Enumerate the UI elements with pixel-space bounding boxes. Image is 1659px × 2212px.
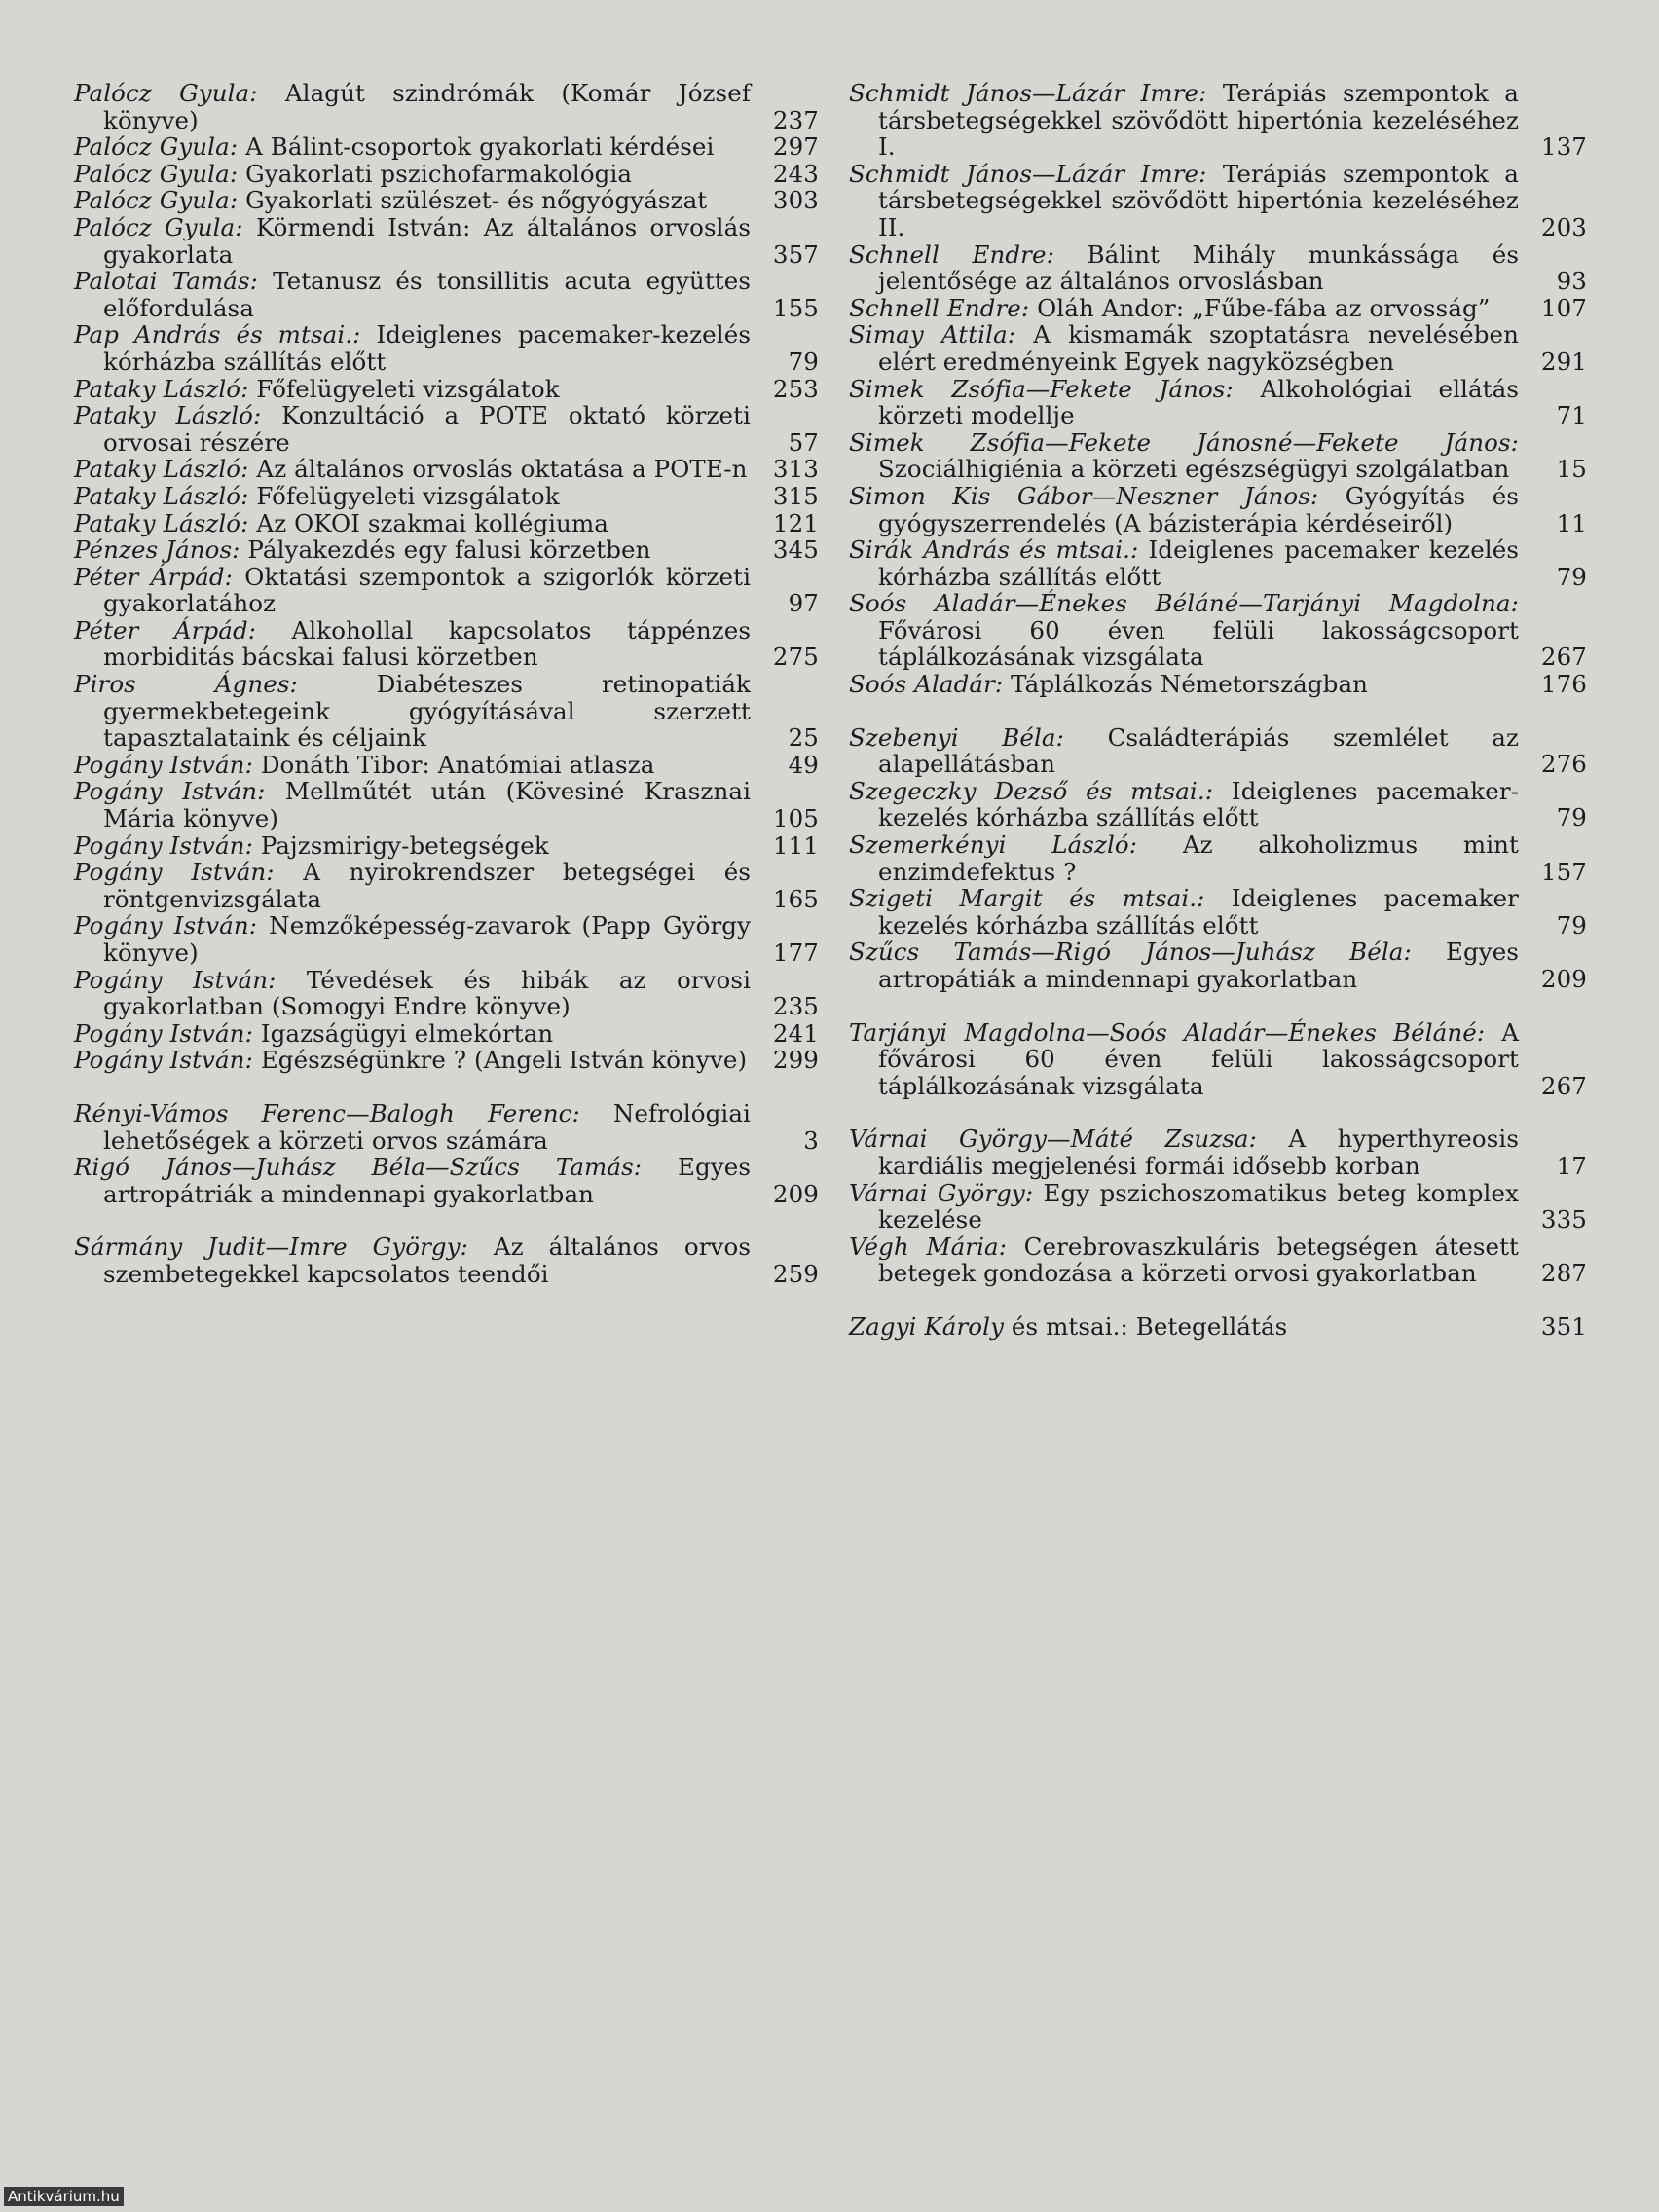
- index-entry: [849, 241, 1587, 295]
- entry-author: Simek Zsófia—Fekete János:: [849, 374, 1234, 403]
- entry-page-number: 15: [1540, 456, 1587, 483]
- index-entry: [74, 1100, 819, 1154]
- index-entry: [74, 1047, 819, 1074]
- entry-page-number: 335: [1533, 1206, 1587, 1234]
- entry-title: A kismamák szoptatásra nevelésében elért eredményeink Egyek nagyközségben: [878, 320, 1520, 376]
- index-entry: [849, 671, 1587, 698]
- entry-title: Körmendi István: Az általános orvoslás gyakorlata: [103, 212, 751, 269]
- entry-page-number: 291: [1533, 349, 1587, 376]
- index-entry: [849, 483, 1587, 536]
- entry-title: Főfelügyeleti vizsgálatok: [256, 374, 560, 403]
- entry-author: Soós Aladár—Énekes Béláné—Tarjányi Magdolna:: [849, 589, 1519, 618]
- entry-page-number: 299: [765, 1047, 819, 1074]
- entry-title: Egy pszichoszomatikus beteg komplex kezelése: [878, 1178, 1519, 1235]
- entry-author: Palócz Gyula:: [74, 186, 239, 215]
- entry-author: Soós Aladár:: [849, 670, 1004, 699]
- index-entry: [74, 187, 819, 214]
- entry-page-number: 253: [765, 376, 819, 403]
- entry-author: Pataky László:: [74, 481, 249, 510]
- entry-title: Alkohológiai ellátás körzeti modellje: [878, 374, 1519, 430]
- entry-author: Szebenyi Béla:: [849, 722, 1064, 752]
- entry-author: Sirák András és mtsai.:: [849, 535, 1139, 565]
- index-entry: [849, 831, 1587, 885]
- entry-page-number: 49: [772, 752, 819, 779]
- entry-page-number: 111: [765, 832, 819, 860]
- index-entry: [849, 80, 1587, 161]
- index-entry: [849, 295, 1587, 322]
- index-entry: [849, 939, 1587, 992]
- entry-author: Palotai Tamás:: [74, 267, 258, 296]
- entry-page-number: 345: [765, 536, 819, 564]
- entry-title: Főfelügyeleti vizsgálatok: [256, 481, 560, 510]
- index-entry: [849, 1313, 1587, 1341]
- entry-title: Az általános orvos szembetegekkel kapcsolatos teendői: [103, 1233, 751, 1288]
- entry-author: Pataky László:: [74, 374, 249, 403]
- entry-page-number: 97: [772, 590, 819, 617]
- entry-author: Szigeti Margit és mtsai.:: [849, 884, 1205, 913]
- index-entry: [74, 536, 819, 564]
- entry-page-number: 275: [765, 644, 819, 671]
- entry-author: Pénzes János:: [74, 535, 240, 565]
- entry-title: Az OKOI szakmai kollégiuma: [256, 508, 608, 537]
- entry-title: Konzultáció a POTE oktató körzeti orvosai részére: [103, 401, 751, 457]
- entry-page-number: 79: [1540, 912, 1587, 940]
- entry-title: A fővárosi 60 éven felüli lakosságcsoport táplálkozásának vizsgálata: [878, 1017, 1520, 1100]
- entry-title: Terápiás szempontok a társbetegségekkel szövődött hipertónia kezeléséhez II.: [878, 159, 1520, 241]
- entry-title: Fővárosi 60 éven felüli lakosságcsoport táplálkozásának vizsgálata: [878, 615, 1519, 672]
- index-entry: [74, 1154, 819, 1207]
- index-entry: [849, 1125, 1587, 1179]
- index-entry: [849, 590, 1587, 671]
- watermark: Antikvárium.hu: [4, 2187, 124, 2206]
- index-column-left: [74, 80, 819, 1288]
- entry-author: Pogány István:: [74, 777, 266, 806]
- entry-title: Diabéteszes retinopatiák gyermekbetegeink gyógyításával szerzett tapasztalataink és céljaink: [103, 670, 752, 753]
- entry-author: Rigó János—Juhász Béla—Szűcs Tamás:: [74, 1153, 643, 1182]
- entry-page-number: 297: [765, 133, 819, 161]
- index-entry: [74, 564, 819, 617]
- entry-page-number: 267: [1533, 644, 1587, 671]
- entry-page-number: 137: [1533, 133, 1587, 161]
- entry-page-number: 259: [765, 1261, 819, 1288]
- entry-author: Pap András és mtsai.:: [74, 320, 361, 350]
- entry-page-number: 235: [765, 993, 819, 1020]
- index-entry: [849, 1180, 1587, 1234]
- entry-author: Piros Ágnes:: [74, 670, 298, 699]
- index-entry: [74, 161, 819, 188]
- index-entry: [849, 1019, 1587, 1100]
- entry-page-number: 243: [765, 161, 819, 188]
- index-entry: [74, 402, 819, 456]
- entry-author: Szegeczky Dezső és mtsai.:: [849, 776, 1214, 805]
- entry-author: Schmidt János—Lázár Imre:: [849, 159, 1207, 188]
- index-entry: [74, 752, 819, 779]
- index-entry: [849, 1234, 1587, 1287]
- index-entry: [74, 133, 819, 161]
- index-entry: [74, 912, 819, 966]
- entry-title: Gyakorlati pszichofarmakológia: [245, 159, 633, 188]
- entry-author: Várnai György:: [849, 1178, 1034, 1207]
- entry-page-number: 157: [1533, 859, 1587, 886]
- index-entry: [74, 321, 819, 375]
- index-entry: [849, 536, 1587, 590]
- entry-page-number: 11: [1540, 510, 1587, 537]
- entry-author: Palócz Gyula:: [74, 212, 243, 241]
- entry-title: Ideiglenes pacemaker-kezelés kórházba szállítás előtt: [103, 320, 751, 376]
- entry-title: Nefrológiai lehetőségek a körzeti orvos számára: [103, 1098, 751, 1155]
- entry-page-number: 121: [765, 510, 819, 537]
- entry-page-number: 107: [1533, 295, 1587, 322]
- entry-title: Alagút szindrómák (Komár József könyve): [103, 79, 751, 134]
- index-entry: [74, 483, 819, 510]
- entry-author: Péter Árpád:: [74, 562, 233, 591]
- entry-author: Simay Attila:: [849, 320, 1016, 350]
- entry-page-number: 93: [1540, 268, 1587, 295]
- entry-author: Simon Kis Gábor—Neszner János:: [849, 481, 1319, 510]
- entry-author: Schnell Endre:: [849, 293, 1030, 322]
- index-entry: [74, 859, 819, 912]
- entry-title: Cerebrovaszkuláris betegségen átesett betegek gondozása a körzeti orvosi gyakorlatban: [878, 1232, 1519, 1288]
- entry-page-number: 79: [1540, 564, 1587, 591]
- entry-title: Gyakorlati szülészet- és nőgyógyászat: [245, 186, 708, 215]
- entry-author: Tarjányi Magdolna—Soós Aladár—Énekes Béláné:: [849, 1017, 1486, 1047]
- entry-author: Pogány István:: [74, 750, 253, 779]
- entry-title: Egészségünkre ? (Angeli István könyve): [260, 1046, 748, 1075]
- index-entry: [74, 778, 819, 831]
- entry-title: Tévedések és hibák az orvosi gyakorlatban (Somogyi Endre könyve): [103, 965, 752, 1021]
- entry-title: Gyógyítás és gyógyszerrendelés (A bázisterápia kérdéseiről): [878, 481, 1519, 537]
- entry-title: Táplálkozás Németországban: [1011, 670, 1369, 699]
- entry-title: A Bálint-csoportok gyakorlati kérdései: [245, 132, 715, 162]
- entry-page-number: 351: [1533, 1313, 1587, 1341]
- index-entry: [74, 268, 819, 321]
- entry-title: Tetanusz és tonsillitis acuta együttes előfordulása: [103, 267, 751, 322]
- entry-title: Donáth Tibor: Anatómiai atlasza: [260, 750, 655, 779]
- entry-page-number: 71: [1540, 402, 1587, 429]
- index-entry: [849, 321, 1587, 375]
- index-entry: [74, 671, 819, 752]
- entry-author: Pataky László:: [74, 455, 249, 484]
- entry-page-number: 79: [1540, 804, 1587, 831]
- entry-author: Pogány István:: [74, 1046, 253, 1075]
- entry-page-number: 313: [765, 456, 819, 483]
- index-entry: [74, 832, 819, 860]
- index-entry: [74, 1020, 819, 1048]
- entry-page-number: 203: [1533, 214, 1587, 241]
- index-entry: [74, 214, 819, 268]
- index-entry: [74, 967, 819, 1020]
- entry-title: Szociálhigiénia a körzeti egészségügyi szolgálatban: [878, 455, 1510, 484]
- entry-author: Pogány István:: [74, 830, 253, 860]
- entry-title: Az alkoholizmus mint enzimdefektus ?: [878, 830, 1519, 886]
- entry-title: Ideiglenes pacemaker kezelés kórházba szállítás előtt: [878, 884, 1519, 940]
- entry-title: Mellműtét után (Kövesiné Krasznai Mária könyve): [103, 777, 752, 833]
- index-entry: [849, 429, 1587, 483]
- entry-author: Pogány István:: [74, 911, 258, 940]
- index-entry: [74, 376, 819, 403]
- entry-title: Nemzőképesség-zavarok (Papp György könyve): [103, 911, 752, 967]
- entry-author: Palócz Gyula:: [74, 79, 258, 107]
- entry-page-number: 357: [765, 241, 819, 269]
- entry-page-number: 25: [772, 724, 819, 752]
- entry-title: Oláh Andor: „Fűbe-fába az orvosság”: [1037, 293, 1491, 322]
- index-entry: [849, 885, 1587, 939]
- entry-page-number: 276: [1533, 751, 1587, 778]
- entry-page-number: 209: [1533, 966, 1587, 993]
- entry-author: Végh Mária:: [849, 1232, 1008, 1261]
- index-entry: [849, 724, 1587, 778]
- entry-page-number: 155: [765, 295, 819, 322]
- entry-page-number: 3: [772, 1127, 819, 1155]
- index-entry: [849, 161, 1587, 241]
- entry-page-number: 209: [765, 1181, 819, 1208]
- index-entry: [74, 80, 819, 133]
- entry-title: Igazságügyi elmekórtan: [260, 1018, 554, 1048]
- entry-page-number: 303: [765, 187, 819, 214]
- entry-author: Várnai György—Máté Zsuzsa:: [849, 1124, 1257, 1154]
- entry-author: Pogány István:: [74, 1018, 253, 1048]
- index-entry: [74, 456, 819, 483]
- index-entry: [849, 778, 1587, 831]
- entry-title: Ideiglenes pacemaker kezelés kórházba szállítás előtt: [878, 535, 1520, 591]
- entry-page-number: 241: [765, 1020, 819, 1048]
- entry-title: Egyes artropátiák a mindennapi gyakorlatban: [878, 938, 1519, 993]
- entry-title: A nyirokrendszer betegségei és röntgenvizsgálata: [103, 858, 752, 913]
- entry-author: Palócz Gyula:: [74, 132, 239, 162]
- entry-page-number: 17: [1540, 1153, 1587, 1180]
- entry-title: Pajzsmirigy-betegségek: [260, 830, 549, 860]
- entry-author: Rényi-Vámos Ferenc—Balogh Ferenc:: [74, 1098, 580, 1127]
- entry-author: Péter Árpád:: [74, 615, 257, 645]
- entry-title: Családterápiás szemlélet az alapellátásban: [878, 722, 1520, 779]
- index-column-right: [849, 80, 1587, 1341]
- entry-author: Pogány István:: [74, 965, 276, 994]
- entry-title: Pályakezdés egy falusi körzetben: [247, 535, 651, 565]
- entry-author: Szűcs Tamás—Rigó János—Juhász Béla:: [849, 938, 1412, 967]
- entry-page-number: 287: [1533, 1260, 1587, 1287]
- entry-author: Pataky László:: [74, 401, 262, 430]
- entry-title: A hyperthyreosis kardiális megjelenési formái idősebb korban: [878, 1124, 1519, 1180]
- entry-title: Bálint Mihály munkássága és jelentősége az általános orvoslásban: [878, 240, 1520, 296]
- entry-author: Simek Zsófia—Fekete Jánosné—Fekete János:: [849, 427, 1519, 457]
- entry-page-number: 79: [772, 349, 819, 376]
- index-entry: [74, 1234, 819, 1287]
- entry-page-number: 267: [1533, 1073, 1587, 1100]
- index-entry: [74, 510, 819, 537]
- entry-title: Egyes artropátriák a mindennapi gyakorlatban: [103, 1153, 751, 1208]
- entry-author: Sármány Judit—Imre György:: [74, 1233, 469, 1262]
- entry-title: Ideiglenes pacemaker-kezelés kórházba szállítás előtt: [878, 776, 1520, 832]
- entry-author: Pogány István:: [74, 858, 275, 887]
- entry-title: és mtsai.: Betegellátás: [1011, 1311, 1288, 1341]
- index-entry: [849, 376, 1587, 429]
- entry-author: Pataky László:: [74, 508, 249, 537]
- entry-title: Terápiás szempontok a társbetegségekkel szövődött hipertónia kezeléséhez I.: [878, 79, 1520, 162]
- entry-page-number: 105: [765, 805, 819, 832]
- entry-author: Palócz Gyula:: [74, 159, 239, 188]
- entry-page-number: 315: [765, 483, 819, 510]
- entry-author: Zagyi Károly: [849, 1311, 1005, 1341]
- entry-author: Szemerkényi László:: [849, 830, 1138, 860]
- entry-title: Az általános orvoslás oktatása a POTE-n: [256, 455, 748, 484]
- entry-page-number: 57: [772, 429, 819, 457]
- index-entry: [74, 617, 819, 671]
- entry-title: Alkohollal kapcsolatos táppénzes morbiditás bácskai falusi körzetben: [103, 615, 751, 672]
- entry-page-number: 177: [765, 940, 819, 967]
- entry-page-number: 237: [765, 107, 819, 134]
- entry-page-number: 165: [765, 886, 819, 913]
- entry-page-number: 176: [1533, 671, 1587, 698]
- entry-author: Schmidt János—Lázár Imre:: [849, 79, 1207, 107]
- entry-title: Oktatási szempontok a szigorlók körzeti gyakorlatához: [103, 562, 752, 618]
- entry-author: Schnell Endre:: [849, 240, 1054, 269]
